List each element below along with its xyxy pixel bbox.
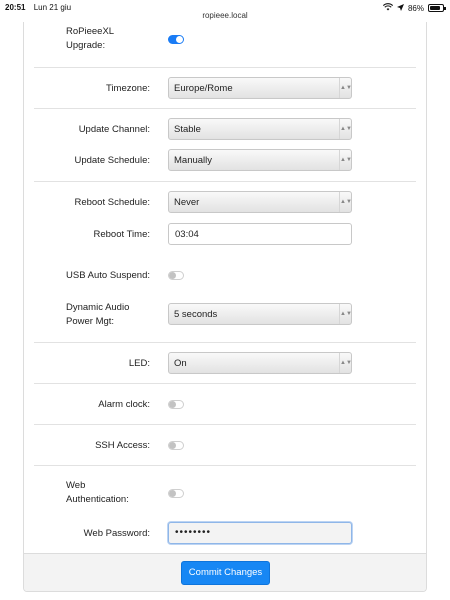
- divider: [34, 424, 416, 425]
- divider: [34, 181, 416, 182]
- toggle-knob: [169, 272, 176, 279]
- ssh-access-toggle[interactable]: [168, 441, 184, 450]
- usb-auto-suspend-toggle[interactable]: [168, 271, 184, 280]
- timezone-select[interactable]: [168, 77, 352, 99]
- alarm-clock-label: Alarm clock:: [98, 399, 150, 410]
- chevron-down-icon: ▲▼: [339, 78, 351, 98]
- dynamic-audio-label: [66, 301, 129, 329]
- panel-footer: [24, 553, 427, 591]
- url-label[interactable]: ropieee.local: [202, 11, 248, 20]
- ssh-access-label: SSH Access:: [95, 440, 150, 451]
- update-channel-value: Stable: [174, 124, 201, 135]
- dynamic-audio-select[interactable]: [168, 303, 352, 325]
- update-schedule-value: Manually: [174, 155, 213, 166]
- toggle-knob: [169, 442, 176, 449]
- divider: [34, 67, 416, 68]
- led-select[interactable]: [168, 352, 352, 374]
- chevron-down-icon: ▲▼: [339, 353, 351, 373]
- web-auth-label: [66, 479, 129, 507]
- divider: [34, 108, 416, 109]
- wifi-icon: [383, 3, 393, 13]
- reboot-time-label: Reboot Time:: [93, 229, 150, 240]
- location-arrow-icon: [397, 4, 404, 13]
- battery-percent: 86%: [407, 3, 424, 13]
- upgrade-label: [66, 25, 114, 53]
- web-auth-label-line2: Authentication:: [66, 494, 129, 505]
- web-password-input[interactable]: ••••••••: [168, 522, 352, 544]
- status-date: Lun 21 giu: [33, 3, 72, 12]
- commit-changes-button[interactable]: Commit Changes: [181, 561, 270, 585]
- update-channel-select[interactable]: [168, 118, 352, 140]
- chevron-down-icon: ▲▼: [339, 304, 351, 324]
- alarm-clock-toggle[interactable]: [168, 400, 184, 409]
- toggle-knob: [176, 36, 183, 43]
- dynamic-audio-label-line1: Dynamic Audio: [66, 302, 130, 313]
- reboot-schedule-select[interactable]: [168, 191, 352, 213]
- status-indicators: [383, 3, 444, 13]
- divider: [34, 465, 416, 466]
- divider: [34, 342, 416, 343]
- settings-panel: [23, 22, 427, 592]
- toggle-knob: [169, 401, 176, 408]
- reboot-schedule-value: Never: [174, 197, 200, 208]
- web-auth-toggle[interactable]: [168, 489, 184, 498]
- divider: [34, 383, 416, 384]
- timezone-value: Europe/Rome: [174, 83, 233, 94]
- status-bar: [0, 0, 450, 22]
- dynamic-audio-value: 5 seconds: [174, 309, 218, 320]
- web-password-label: Web Password:: [83, 528, 150, 539]
- battery-fill: [430, 6, 440, 10]
- upgrade-toggle[interactable]: [168, 35, 184, 44]
- upgrade-label-line2: Upgrade:: [66, 40, 106, 51]
- update-schedule-select[interactable]: [168, 149, 352, 171]
- update-channel-label: Update Channel:: [78, 124, 150, 135]
- usb-auto-suspend-label: USB Auto Suspend:: [66, 270, 150, 281]
- update-schedule-label: Update Schedule:: [74, 155, 150, 166]
- led-label: LED:: [128, 358, 150, 369]
- battery-icon: [428, 4, 444, 12]
- chevron-down-icon: ▲▼: [339, 119, 351, 139]
- reboot-time-input[interactable]: 03:04: [168, 223, 352, 245]
- chevron-down-icon: ▲▼: [339, 150, 351, 170]
- upgrade-label-line1: RoPieeeXL: [66, 26, 115, 37]
- status-time: 20:51: [5, 3, 26, 12]
- toggle-knob: [169, 490, 176, 497]
- timezone-label: Timezone:: [106, 83, 150, 94]
- led-value: On: [174, 358, 187, 369]
- dynamic-audio-label-line2: Power Mgt:: [66, 316, 115, 327]
- reboot-schedule-label: Reboot Schedule:: [74, 197, 150, 208]
- chevron-down-icon: ▲▼: [339, 192, 351, 212]
- web-auth-label-line1: Web: [66, 480, 86, 491]
